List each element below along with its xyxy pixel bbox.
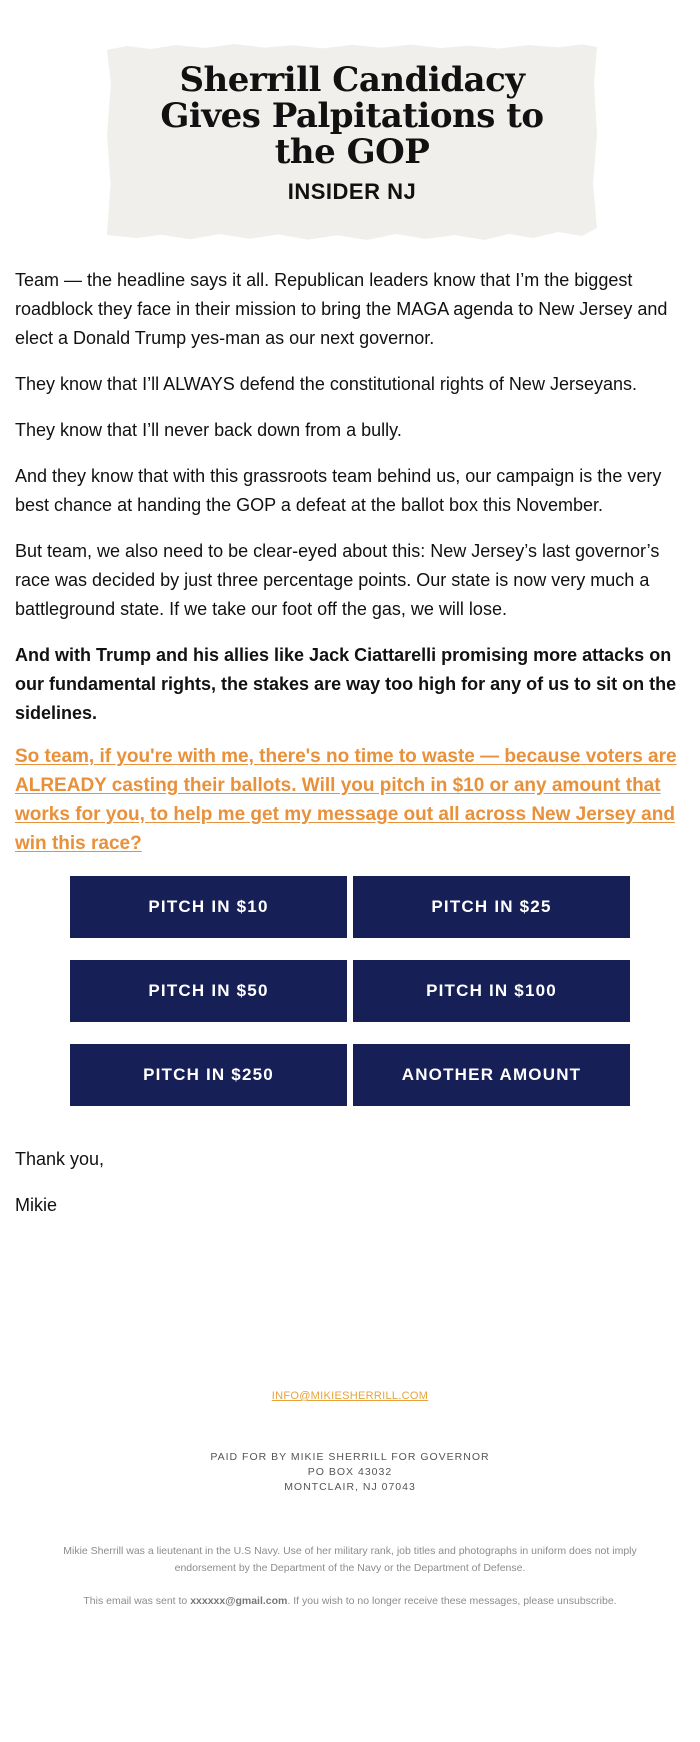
unsubscribe-text[interactable]: . If you wish to no longer receive these messages, please unsubscribe. [287,1595,617,1607]
another-amount-button[interactable]: ANOTHER AMOUNT [353,1044,630,1106]
paragraph: They know that I’ll never back down from a bully. [15,420,402,440]
headline-clipping [0,0,700,250]
email-body [0,266,700,858]
pitch-in-100-button[interactable]: PITCH IN $100 [353,960,630,1022]
pitch-in-250-button[interactable]: PITCH IN $250 [70,1044,347,1106]
signoff-name: Mikie [15,1195,58,1215]
clipping-headline [107,62,597,170]
signoff-thanks: Thank you, [15,1149,105,1169]
city-line: MONTCLAIR, NJ 07043 [284,1481,416,1493]
clipping-source: INSIDER NJ [287,179,417,204]
paragraph: And they know that with this grassroots team behind us, our campaign is the very best chance at handing the GOP a defeat at the ballot box this November. [15,466,662,515]
paid-for-by [0,1450,700,1495]
footer-email [0,1386,700,1404]
pitch-in-10-button[interactable]: PITCH IN $10 [70,876,347,938]
pitch-in-50-button[interactable]: PITCH IN $50 [70,960,347,1022]
button-row [70,960,630,1022]
button-row [70,1044,630,1106]
sent-to-notice [40,1593,660,1610]
headline-line: the GOP [274,132,430,172]
recipient-email: xxxxxx@gmail.com [190,1595,288,1607]
donation-buttons [70,876,630,1106]
paragraph: They know that I’ll ALWAYS defend the constitutional rights of New Jerseyans. [15,374,637,394]
bold-paragraph: And with Trump and his allies like Jack Ciattarelli promising more attacks on our fundamental rights, the stakes are way too high for any of us to sit on the sidelines. [15,645,677,723]
button-row [70,876,630,938]
headline-line: Sherrill Candidacy [179,60,525,100]
military-disclaimer: Mikie Sherrill was a lieutenant in the U.S Navy. Use of her military rank, job titles and photographs in uniform does not imply endorsement by the Department of the Navy or the Department of Defense. [63,1545,637,1574]
donate-link[interactable]: So team, if you're with me, there's no time to waste — because voters are ALREADY casting their ballots. Will you pitch in $10 or any amount that works for you, to help me get my message out all across New Jersey and win this race? [15,746,677,854]
signoff [0,1128,700,1220]
donate-link-paragraph [15,742,685,858]
footer [0,1386,700,1610]
pitch-in-25-button[interactable]: PITCH IN $25 [353,876,630,938]
paragraph: But team, we also need to be clear-eyed about this: New Jersey’s last governor’s race was decided by just three percentage points. Our state is now very much a battleground state. If we take our foot off the gas, we will lose. [15,541,660,619]
paragraph: Team — the headline says it all. Republican leaders know that I’m the biggest roadblock they face in their mission to bring the MAGA agenda to New Jersey and elect a Donald Trump yes-man as our next governor. [15,270,668,348]
sent-prefix: This email was sent to [83,1595,191,1607]
po-box-line: PO BOX 43032 [307,1466,393,1478]
contact-email-link[interactable]: INFO@MIKIESHERRILL.COM [271,1390,429,1402]
headline-line: Gives Palpitations to [160,96,544,136]
paid-by-line: PAID FOR BY MIKIE SHERRILL FOR GOVERNOR [210,1451,490,1463]
